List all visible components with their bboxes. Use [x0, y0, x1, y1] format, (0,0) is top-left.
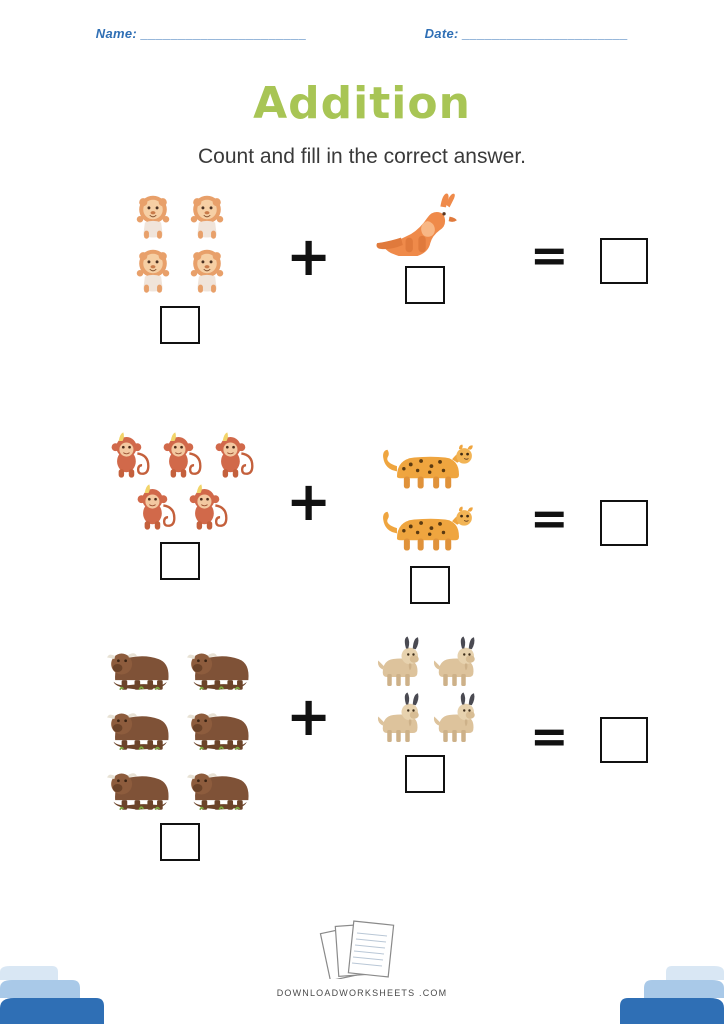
leopard-icon	[377, 492, 482, 554]
lion-icon	[127, 244, 179, 296]
problem-1-result-box[interactable]	[600, 238, 648, 284]
header	[0, 26, 724, 41]
problem-3-left-group	[90, 635, 270, 861]
plus-operator: +	[286, 225, 332, 288]
goat-icon	[426, 635, 480, 689]
problem-1-left-count-box[interactable]	[160, 306, 200, 344]
problem-3-result-wrap	[600, 707, 648, 763]
monkey-icon	[103, 430, 153, 480]
page-title: Addition	[253, 78, 471, 129]
monkey-group	[90, 430, 270, 532]
monkey-icon	[129, 482, 179, 532]
problem-1-left-group	[90, 190, 270, 344]
equals-operator: =	[530, 228, 569, 282]
yak-icon	[181, 635, 259, 693]
lion-icon	[127, 190, 179, 242]
goat-icon	[370, 635, 424, 689]
yak-icon	[181, 755, 259, 813]
kangaroo-group	[365, 190, 485, 256]
problem-2-left-group	[90, 430, 270, 580]
yak-icon	[101, 755, 179, 813]
problem-1-right-count-box[interactable]	[405, 266, 445, 304]
plus-operator: +	[286, 685, 332, 748]
problem-2-left-count-box[interactable]	[160, 542, 200, 580]
monkey-icon	[207, 430, 257, 480]
lion-icon	[181, 244, 233, 296]
goat-icon	[426, 691, 480, 745]
problem-2-right-group	[355, 430, 505, 604]
lion-icon	[181, 190, 233, 242]
problem-1-right-group	[350, 190, 500, 304]
yak-icon	[101, 695, 179, 753]
watermark-text: DOWNLOADWORKSHEETS .COM	[276, 988, 448, 998]
papers-icon	[319, 966, 405, 983]
yak-icon	[181, 695, 259, 753]
problem-3-right-group	[350, 635, 500, 793]
equals-operator: =	[530, 491, 569, 545]
lion-group	[115, 190, 245, 296]
problem-row-1	[60, 190, 680, 390]
name-field-label[interactable]: Name: ______________________	[95, 26, 307, 41]
goat-group	[360, 635, 490, 745]
page-subtitle: Count and fill in the correct answer.	[197, 145, 526, 168]
decoration-bottom-right	[604, 964, 724, 1024]
monkey-icon	[155, 430, 205, 480]
problem-row-3	[60, 635, 680, 835]
date-field-label[interactable]: Date: ______________________	[424, 26, 629, 41]
goat-icon	[370, 691, 424, 745]
problem-2-result-box[interactable]	[600, 500, 648, 546]
problem-3-left-count-box[interactable]	[160, 823, 200, 861]
problem-3-result-box[interactable]	[600, 717, 648, 763]
problem-2-right-count-box[interactable]	[410, 566, 450, 604]
plus-operator: +	[286, 470, 332, 533]
kangaroo-icon	[372, 190, 478, 256]
yak-icon	[101, 635, 179, 693]
monkey-icon	[181, 482, 231, 532]
problem-3-right-count-box[interactable]	[405, 755, 445, 793]
yak-group	[90, 635, 270, 813]
equals-operator: =	[530, 709, 569, 763]
problem-1-result-wrap	[600, 228, 648, 284]
problem-row-2	[60, 430, 680, 630]
leopard-group	[370, 430, 490, 554]
decoration-bottom-left	[0, 964, 120, 1024]
problem-2-result-wrap	[600, 490, 648, 546]
leopard-icon	[377, 430, 482, 492]
